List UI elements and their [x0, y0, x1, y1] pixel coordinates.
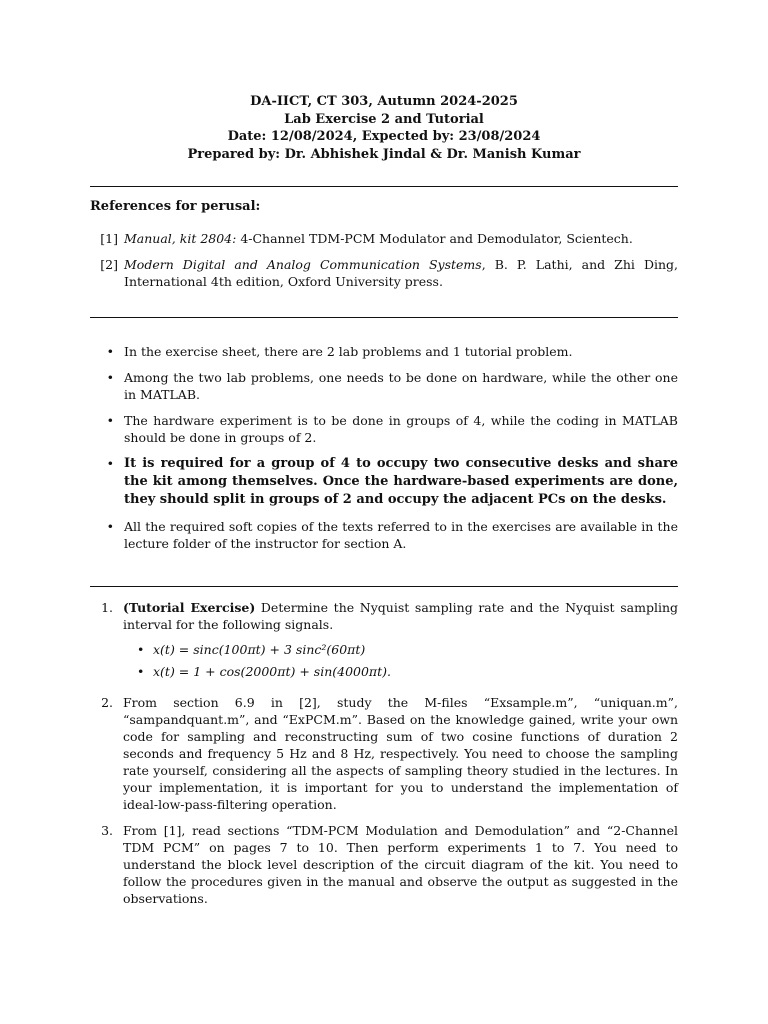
instruction-text: In the exercise sheet, there are 2 lab problems and 1 tutorial problem.	[124, 344, 573, 359]
instruction-item	[90, 343, 678, 360]
exercise-item	[90, 694, 678, 813]
reference-number: [1]	[100, 231, 118, 246]
header-date-line: Date: 12/08/2024, Expected by: 23/08/2024	[227, 129, 541, 144]
header-authors-line: Prepared by: Dr. Abhishek Jindal & Dr. Manish Kumar	[187, 146, 581, 162]
bullet-icon: •	[137, 642, 145, 657]
bullet-icon: •	[106, 456, 114, 471]
bullet-icon: •	[137, 664, 145, 679]
reference-italic-title: Modern Digital and Analog Communication Systems	[124, 257, 482, 272]
exercise-number: 3.	[101, 823, 113, 838]
references-title: References for perusal:	[90, 199, 261, 214]
divider-1	[90, 186, 678, 187]
reference-item	[90, 256, 678, 290]
signal-equation: x(t) = 1 + cos(2000πt) + sin(4000πt).	[153, 664, 392, 679]
instruction-item-emphasis	[90, 455, 678, 509]
document-header	[90, 93, 678, 163]
instruction-text: The hardware experiment is to be done in groups of 4, while the coding in MATLAB should be done in groups of 2.	[124, 413, 678, 445]
bullet-icon: •	[106, 413, 114, 428]
instruction-text: It is required for a group of 4 to occupy two consecutive desks and share the kit among themselves. Once the hardware-based experiments are done, they should split in groups of 2 and occupy the adjacent PCs on the desks.	[124, 456, 678, 507]
divider-3	[90, 586, 678, 587]
reference-number: [2]	[100, 257, 118, 272]
exercise-list	[90, 599, 678, 916]
divider-2	[90, 317, 678, 318]
reference-italic-title: Manual, kit 2804:	[124, 231, 237, 246]
exercise-lead: (Tutorial Exercise)	[123, 600, 256, 615]
instruction-item	[90, 518, 678, 552]
reference-item	[90, 230, 678, 247]
exercise-text: From [1], read sections “TDM-PCM Modulation and Demodulation” and “2-Channel TDM PCM” on pages 7 to 10. Then perform experiments 1 to 7. You need to understand the block level description of the circuit diagram of the kit. You need to follow the procedures given in the manual and observe the output as suggested in the observations.	[123, 823, 678, 906]
instruction-text: All the required soft copies of the texts referred to in the exercises are available in the lecture folder of the instructor for section A.	[124, 519, 678, 551]
signal-equation: x(t) = sinc(100πt) + 3 sinc²(60πt)	[153, 642, 366, 657]
exercise-text: Determine the Nyquist sampling rate and the Nyquist sampling interval for the following signals.	[123, 600, 678, 632]
reference-text: , B. P. Lathi, and Zhi Ding, International 4th edition, Oxford University press.	[124, 257, 679, 289]
reference-text: 4-Channel TDM-PCM Modulator and Demodulator, Scientech.	[236, 231, 633, 246]
exercise-item	[90, 599, 678, 685]
signal-item	[137, 663, 678, 680]
exercise-number: 2.	[101, 695, 113, 710]
instruction-text: Among the two lab problems, one needs to be done on hardware, while the other one in MATLAB.	[124, 370, 678, 402]
exercise-item	[90, 822, 678, 907]
bullet-icon: •	[106, 370, 114, 385]
header-course-line: DA-IICT, CT 303, Autumn 2024-2025	[250, 94, 518, 109]
instruction-item	[90, 369, 678, 403]
signal-item	[137, 641, 678, 658]
instructions-list	[90, 343, 678, 561]
exercise-number: 1.	[101, 600, 113, 615]
instruction-item	[90, 412, 678, 446]
signal-list	[123, 641, 678, 680]
references-list	[90, 230, 678, 299]
header-title-line: Lab Exercise 2 and Tutorial	[284, 111, 484, 127]
bullet-icon: •	[106, 519, 114, 534]
bullet-icon: •	[106, 344, 114, 359]
exercise-text: From section 6.9 in [2], study the M-files “Exsample.m”, “uniquan.m”, “sampandquant.m”, and “ExPCM.m”. Based on the knowledge gained, write your own code for sampling and reconstructing sum of two cosine functions of duration 2 seconds and frequency 5 Hz and 8 Hz, respectively. You need to choose the sampling rate yourself, considering all the aspects of sampling theory studied in the lectures. In your implementation, it is important for you to understand the implementation of ideal-low-pass-filtering operation.	[123, 695, 678, 812]
